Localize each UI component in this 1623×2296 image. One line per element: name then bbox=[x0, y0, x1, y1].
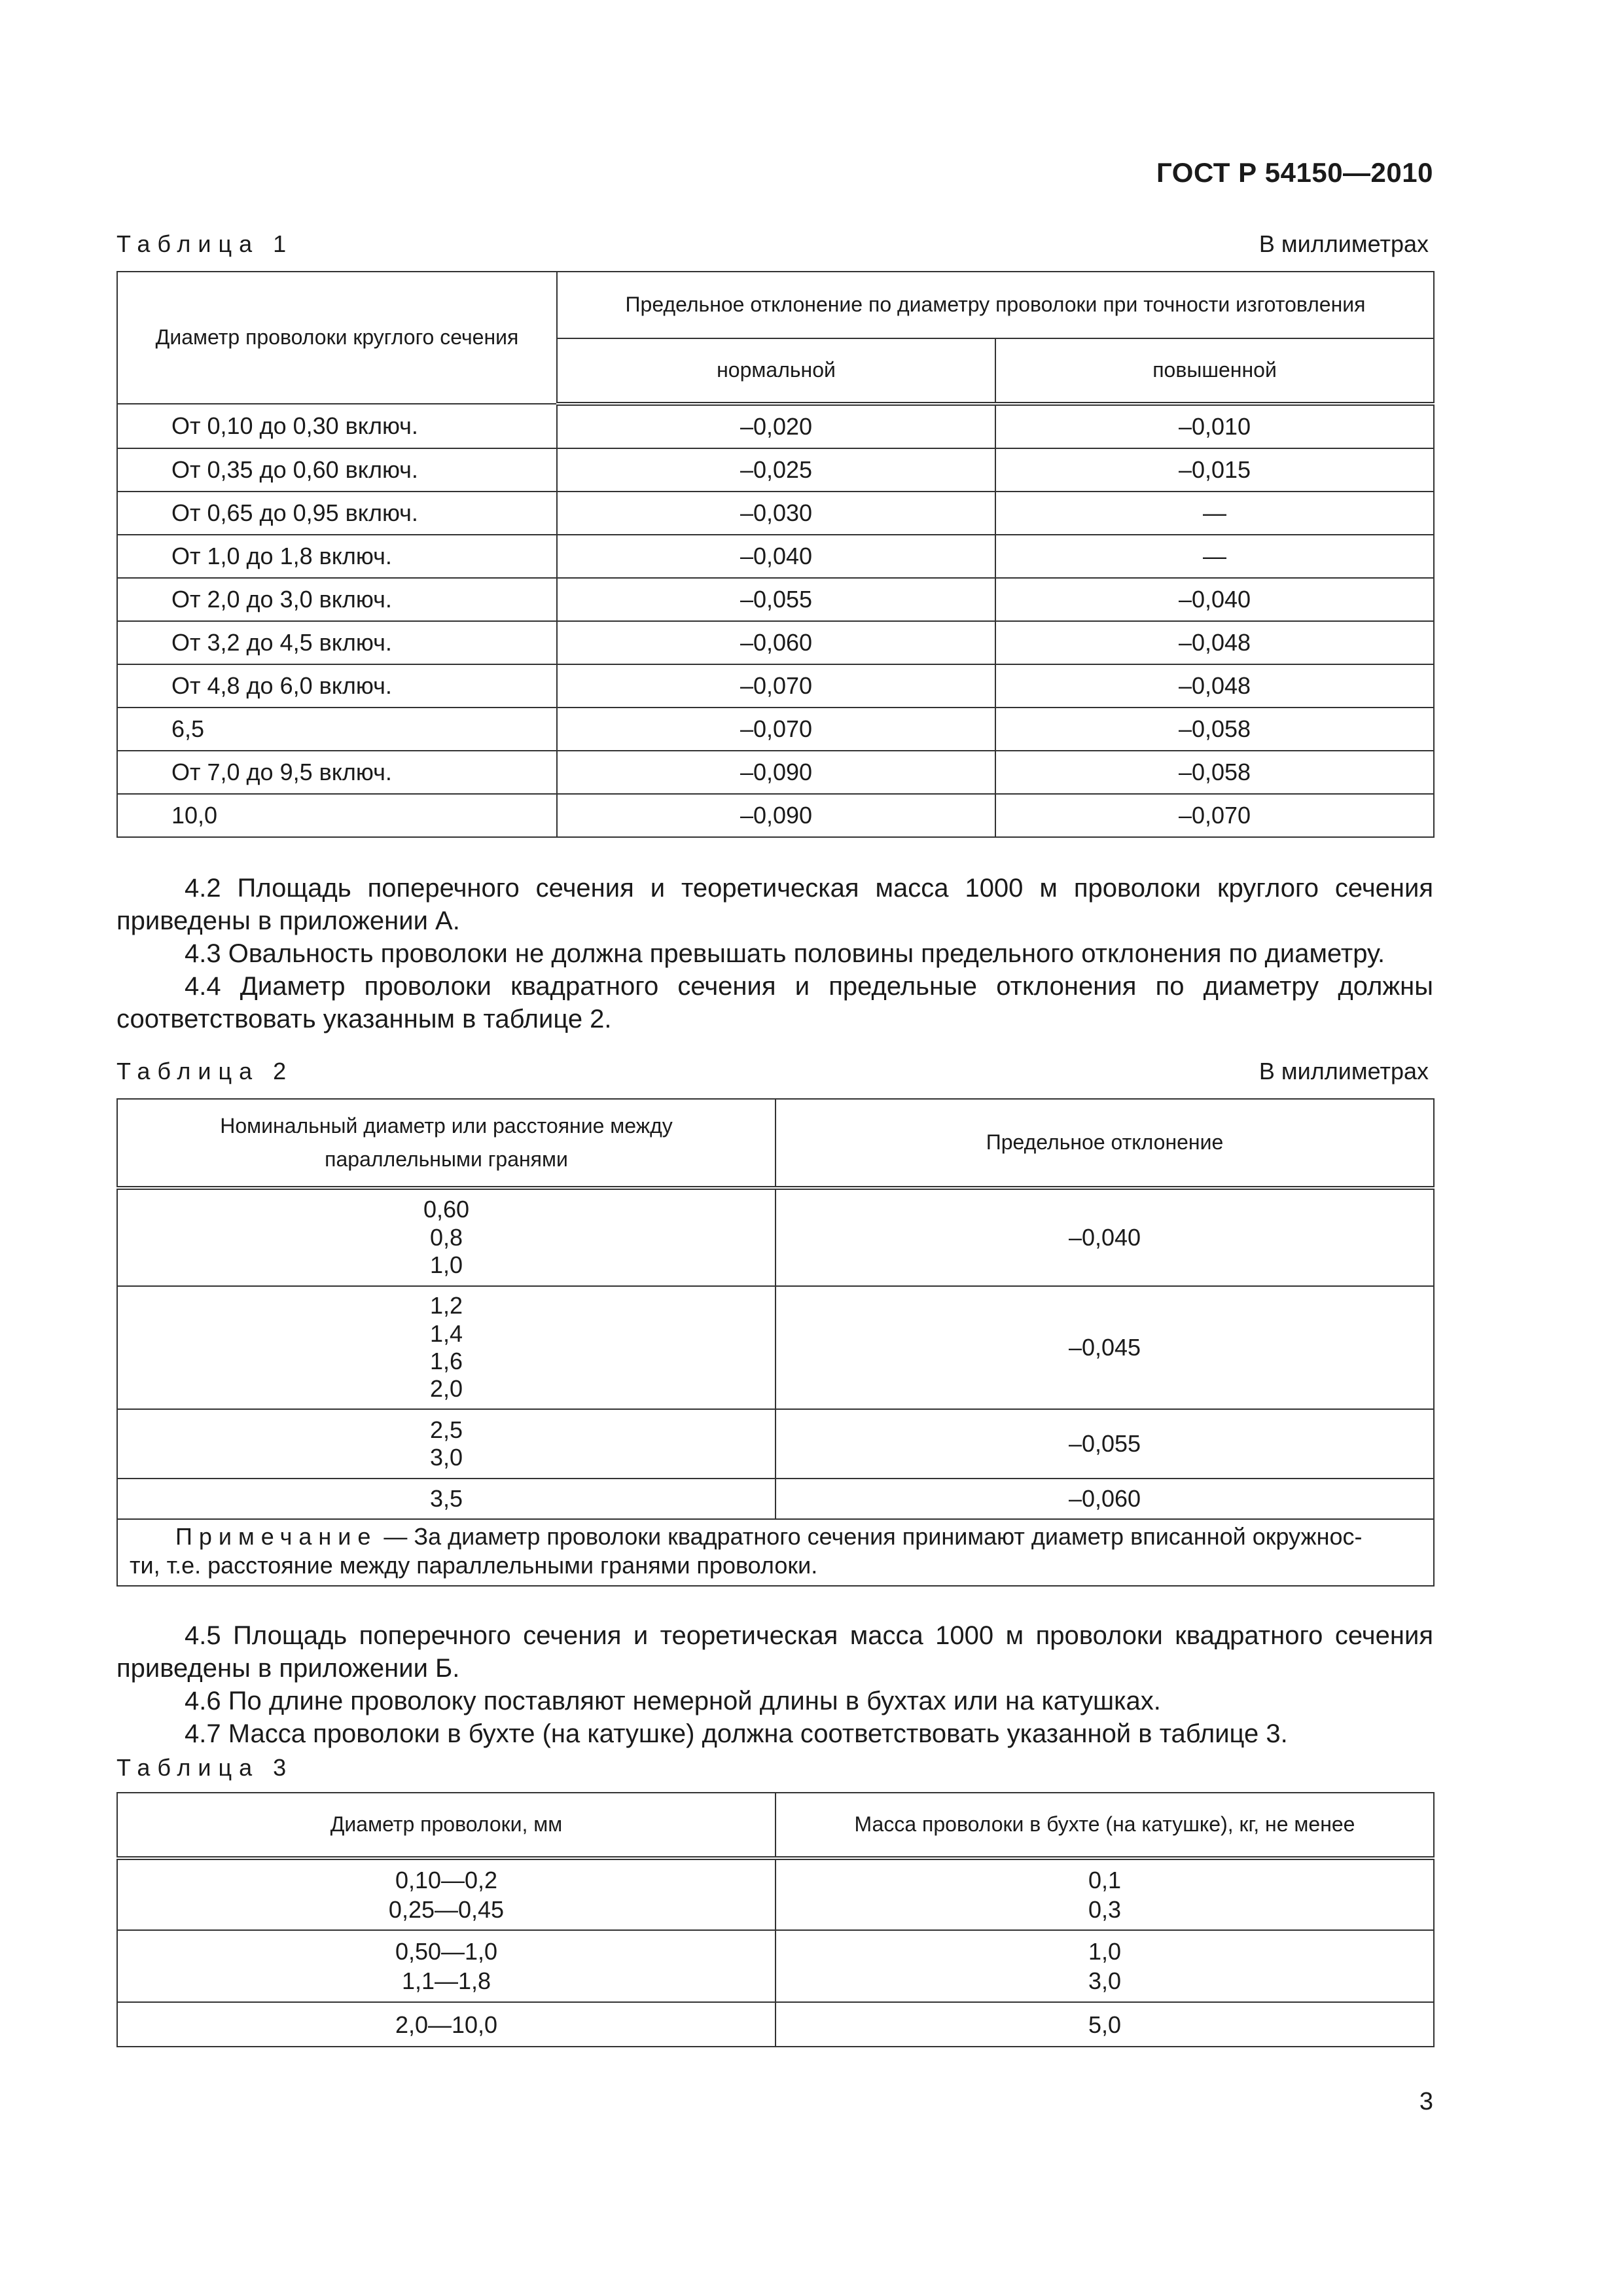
note-text: — За диаметр проволоки квадратного сечения принимают диаметр вписанной окружнос- bbox=[383, 1523, 1363, 1550]
deviation-cell: –0,055 bbox=[776, 1409, 1434, 1479]
table1-normal-header: нормальной bbox=[557, 338, 995, 404]
table1-caption: Таблица 1 bbox=[116, 230, 294, 257]
normal-cell: –0,030 bbox=[557, 492, 995, 535]
table3-caption-row bbox=[116, 1754, 1422, 1782]
diameter-cell: 10,0 bbox=[117, 794, 557, 837]
increased-cell: –0,048 bbox=[995, 664, 1434, 708]
clause-4-4: 4.4 Диаметр проволоки квадратного сечения и предельные отклонения по диаметру должны соответствовать указанным в таблице 2. bbox=[116, 972, 1433, 1033]
table-row bbox=[117, 1930, 1434, 2002]
normal-cell: –0,070 bbox=[557, 708, 995, 751]
normal-cell: –0,055 bbox=[557, 578, 995, 621]
clause-4-6: 4.6 По длине проволоку поставляют немерной длины в бухтах или на катушках. bbox=[185, 1687, 1161, 1715]
clause-4-5: 4.5 Площадь поперечного сечения и теоретическая масса 1000 м проволоки квадратного сечения приведены в приложении Б. bbox=[116, 1621, 1433, 1683]
note-text-continued: ти, т.е. расстояние между параллельными гранями проволоки. bbox=[130, 1552, 818, 1579]
diameter-cell: От 0,10 до 0,30 включ. bbox=[117, 404, 557, 448]
table2-note bbox=[117, 1519, 1434, 1586]
table-row bbox=[117, 1858, 1434, 1930]
increased-cell: — bbox=[995, 535, 1434, 578]
normal-cell: –0,060 bbox=[557, 621, 995, 664]
document-code: ГОСТ Р 54150—2010 bbox=[1156, 157, 1433, 188]
diameter-cell: От 2,0 до 3,0 включ. bbox=[117, 578, 557, 621]
clauses-4-2-to-4-4 bbox=[116, 872, 1433, 1035]
table1-diameter-header: Диаметр проволоки круглого сечения bbox=[117, 272, 557, 404]
normal-cell: –0,090 bbox=[557, 751, 995, 794]
increased-cell: –0,015 bbox=[995, 448, 1434, 492]
table1-increased-header: повышенной bbox=[995, 338, 1434, 404]
increased-cell: –0,040 bbox=[995, 578, 1434, 621]
increased-cell: –0,058 bbox=[995, 708, 1434, 751]
table2 bbox=[116, 1098, 1435, 1587]
increased-cell: –0,058 bbox=[995, 751, 1434, 794]
table-row bbox=[117, 2002, 1434, 2047]
table-row bbox=[117, 492, 1434, 535]
normal-cell: –0,090 bbox=[557, 794, 995, 837]
clauses-4-5-to-4-7 bbox=[116, 1619, 1433, 1750]
deviation-cell: –0,060 bbox=[776, 1479, 1434, 1519]
table1-caption-row bbox=[116, 230, 1429, 258]
table1-units: В миллиметрах bbox=[1258, 230, 1429, 257]
page-number: 3 bbox=[1419, 2088, 1433, 2115]
normal-cell: –0,070 bbox=[557, 664, 995, 708]
increased-cell: –0,048 bbox=[995, 621, 1434, 664]
mass-cell: 5,0 bbox=[776, 2002, 1434, 2047]
table1 bbox=[116, 271, 1435, 838]
diameter-cell: 0,60 0,8 1,0 bbox=[117, 1188, 776, 1286]
diameter-cell: От 1,0 до 1,8 включ. bbox=[117, 535, 557, 578]
mass-cell: 0,1 0,3 bbox=[776, 1858, 1434, 1930]
table-row bbox=[117, 664, 1434, 708]
table2-caption-row bbox=[116, 1058, 1429, 1085]
diameter-cell: 6,5 bbox=[117, 708, 557, 751]
diameter-cell: От 4,8 до 6,0 включ. bbox=[117, 664, 557, 708]
table-row bbox=[117, 578, 1434, 621]
increased-cell: — bbox=[995, 492, 1434, 535]
table-row bbox=[117, 1479, 1434, 1519]
diameter-cell: От 3,2 до 4,5 включ. bbox=[117, 621, 557, 664]
table2-diameter-header: Номинальный диаметр или расстояние между параллельными гранями bbox=[117, 1099, 776, 1188]
normal-cell: –0,025 bbox=[557, 448, 995, 492]
table-row bbox=[117, 621, 1434, 664]
table-row bbox=[117, 794, 1434, 837]
clause-4-3: 4.3 Овальность проволоки не должна превышать половины предельного отклонения по диаметру. bbox=[185, 939, 1385, 968]
table-row bbox=[117, 535, 1434, 578]
diameter-cell: 0,10—0,2 0,25—0,45 bbox=[117, 1858, 776, 1930]
table1-deviation-header: Предельное отклонение по диаметру проволоки при точности изготовления bbox=[557, 272, 1434, 338]
mass-cell: 1,0 3,0 bbox=[776, 1930, 1434, 2002]
table-row bbox=[117, 751, 1434, 794]
diameter-cell: От 0,65 до 0,95 включ. bbox=[117, 492, 557, 535]
table-row bbox=[117, 448, 1434, 492]
table2-deviation-header: Предельное отклонение bbox=[776, 1099, 1434, 1188]
diameter-cell: 2,0—10,0 bbox=[117, 2002, 776, 2047]
increased-cell: –0,010 bbox=[995, 404, 1434, 448]
normal-cell: –0,020 bbox=[557, 404, 995, 448]
table-row bbox=[117, 1409, 1434, 1479]
table3-caption: Таблица 3 bbox=[116, 1754, 294, 1781]
table-row bbox=[117, 1286, 1434, 1409]
table3 bbox=[116, 1792, 1435, 2047]
table-row bbox=[117, 404, 1434, 448]
clause-4-7: 4.7 Масса проволоки в бухте (на катушке) должна соответствовать указанной в таблице 3. bbox=[185, 1719, 1288, 1748]
diameter-cell: 0,50—1,0 1,1—1,8 bbox=[117, 1930, 776, 2002]
table2-units: В миллиметрах bbox=[1258, 1058, 1429, 1085]
table-row bbox=[117, 1188, 1434, 1286]
table-note-row bbox=[117, 1519, 1434, 1586]
diameter-cell: От 7,0 до 9,5 включ. bbox=[117, 751, 557, 794]
clause-4-2: 4.2 Площадь поперечного сечения и теоретическая масса 1000 м проволоки круглого сечения приведены в приложении А. bbox=[116, 874, 1433, 935]
diameter-cell: От 0,35 до 0,60 включ. bbox=[117, 448, 557, 492]
diameter-cell: 3,5 bbox=[117, 1479, 776, 1519]
diameter-cell: 1,2 1,4 1,6 2,0 bbox=[117, 1286, 776, 1409]
table2-caption: Таблица 2 bbox=[116, 1058, 294, 1085]
deviation-cell: –0,040 bbox=[776, 1188, 1434, 1286]
increased-cell: –0,070 bbox=[995, 794, 1434, 837]
table3-mass-header: Масса проволоки в бухте (на катушке), кг, не менее bbox=[776, 1793, 1434, 1858]
normal-cell: –0,040 bbox=[557, 535, 995, 578]
table-row bbox=[117, 708, 1434, 751]
diameter-cell: 2,5 3,0 bbox=[117, 1409, 776, 1479]
table3-diameter-header: Диаметр проволоки, мм bbox=[117, 1793, 776, 1858]
note-label: Примечание bbox=[175, 1523, 378, 1550]
deviation-cell: –0,045 bbox=[776, 1286, 1434, 1409]
